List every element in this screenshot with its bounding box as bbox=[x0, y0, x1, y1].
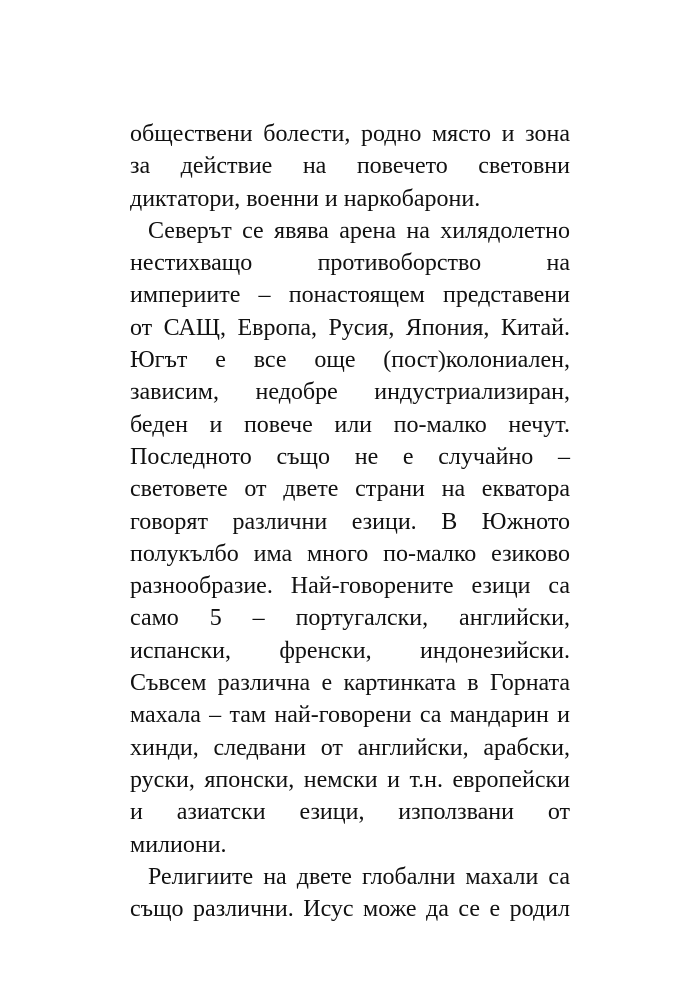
text-line: руски, японски, немски и т.н. европейски bbox=[130, 766, 570, 793]
text-line: испански, френски, индонезийски. bbox=[130, 637, 570, 664]
paragraph bbox=[130, 215, 570, 861]
text-line: милиони. bbox=[130, 831, 227, 858]
text-line: диктатори, военни и наркобарони. bbox=[130, 185, 481, 212]
text-line: световете от двете страни на екватора bbox=[130, 476, 570, 503]
paragraph bbox=[130, 118, 570, 215]
text-line: разнообразие. Най-говорените езици са bbox=[130, 573, 570, 600]
text-line: Последното също не е случайно – bbox=[130, 443, 570, 470]
text-line: Религиите на двете глобални махали са bbox=[148, 863, 570, 890]
text-line: хинди, следвани от английски, арабски, bbox=[130, 734, 570, 761]
text-line: и азиатски езици, използвани от bbox=[130, 799, 570, 826]
text-line: също различни. Исус може да се е родил bbox=[130, 896, 570, 923]
text-line: зависим, недобре индустриализиран, bbox=[130, 379, 570, 406]
body-text bbox=[130, 118, 570, 925]
text-line: империите – понастоящем представени bbox=[130, 282, 570, 309]
text-line: беден и повече или по-малко нечут. bbox=[130, 411, 570, 438]
text-line: от САЩ, Европа, Русия, Япония, Китай. bbox=[130, 314, 570, 341]
text-line: Северът се явява арена на хилядолетно bbox=[148, 217, 570, 244]
text-line: Югът е все още (пост)колониален, bbox=[130, 347, 570, 374]
text-line: говорят различни езици. В Южното bbox=[130, 508, 570, 535]
paragraph bbox=[130, 861, 570, 926]
text-line: Съвсем различна е картинката в Горната bbox=[130, 670, 570, 697]
text-line: обществени болести, родно място и зона bbox=[130, 121, 570, 147]
text-line: махала – там най-говорени са мандарин и bbox=[130, 702, 570, 729]
text-line: само 5 – португалски, английски, bbox=[130, 605, 570, 632]
text-line: нестихващо противоборство на bbox=[130, 250, 570, 277]
text-line: за действие на повечето световни bbox=[130, 153, 570, 180]
text-line: полукълбо има много по-малко езиково bbox=[130, 540, 570, 567]
